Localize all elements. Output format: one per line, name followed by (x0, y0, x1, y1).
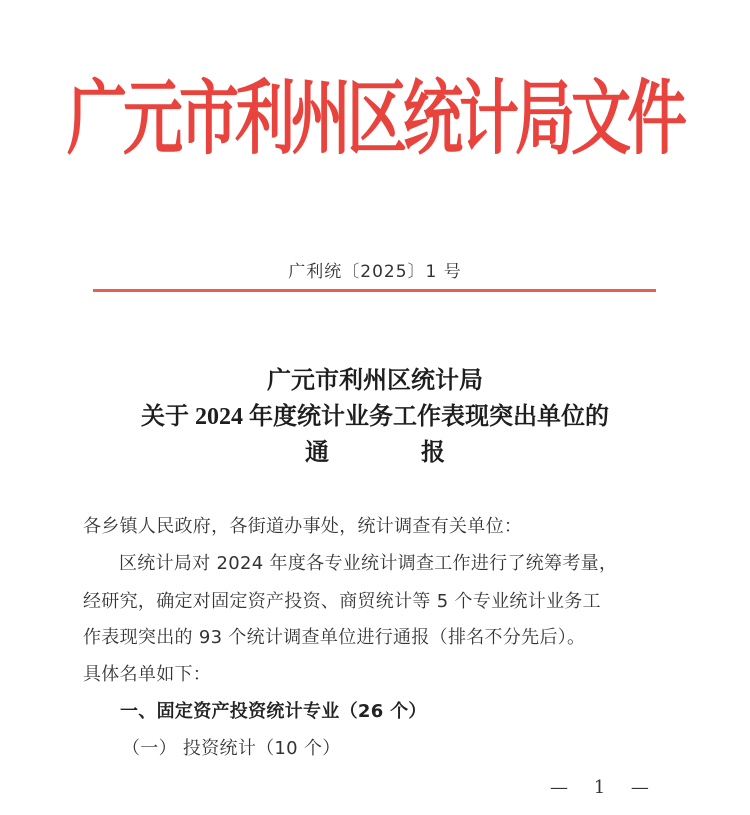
page-number: — 1 — (550, 777, 659, 798)
subsection-heading: （一） 投资统计（10 个） (122, 738, 341, 759)
paragraph-line: 具体名单如下： (83, 664, 212, 685)
title-line-1: 广元市利州区统计局 (267, 368, 483, 394)
title-line-3 (0, 432, 750, 467)
paragraph-line: 经研究，确定对固定资产投资、商贸统计等 5 个专业统计业务工 (83, 591, 601, 612)
title-char-tong: 通 (305, 440, 329, 466)
title-line-2: 关于 2024 年度统计业务工作表现突出单位的 (141, 404, 609, 430)
paragraph-line: 区统计局对 2024 年度各专业统计调查工作进行了统筹考量， (119, 553, 618, 574)
salutation: 各乡镇人民政府，各街道办事处，统计调查有关单位： (83, 516, 523, 537)
paragraph-line: 作表现突出的 93 个统计调查单位进行通报（排名不分先后）。 (83, 627, 586, 648)
document-number: 广利统〔2025〕1 号 (288, 262, 462, 282)
red-divider-line (93, 289, 656, 292)
title-char-bao: 报 (421, 440, 445, 466)
issuing-organization-header: 广元市利州区统计局文件 (67, 72, 683, 167)
section-heading: 一、固定资产投资统计专业（26 个） (120, 701, 427, 722)
